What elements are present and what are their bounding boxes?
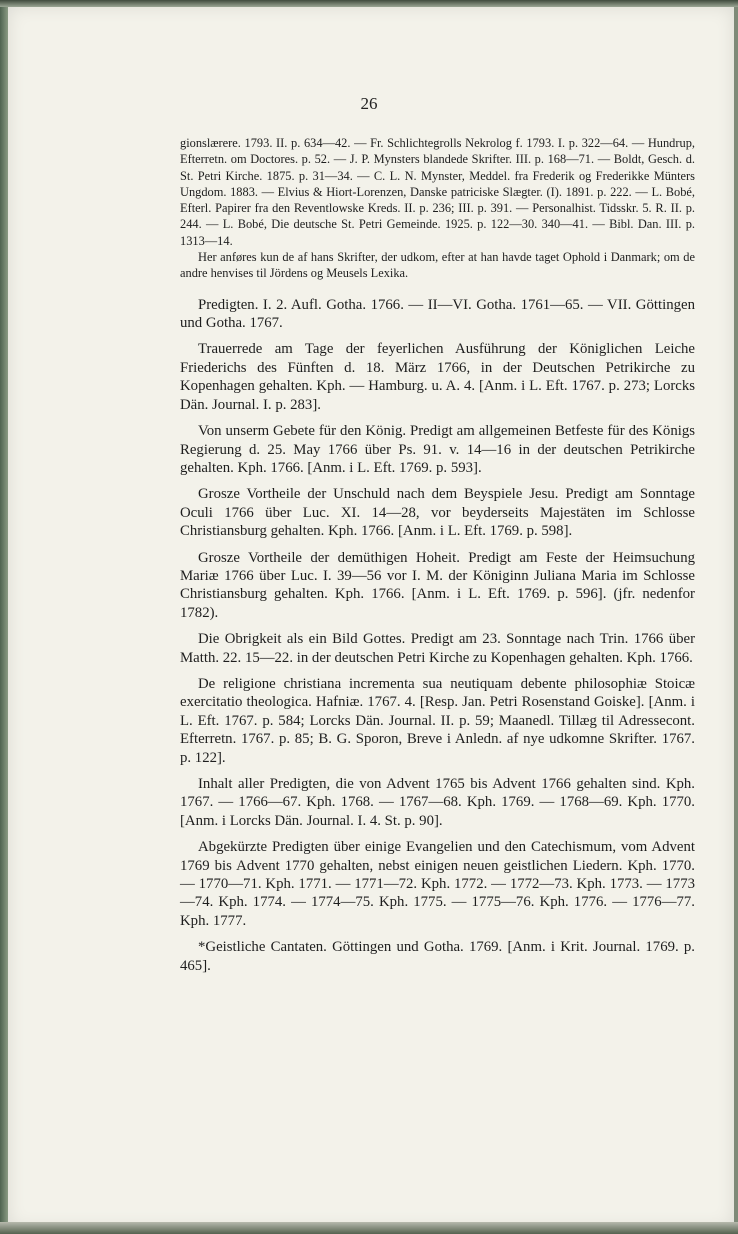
bibliography-entry: Die Obrigkeit als ein Bild Gottes. Predigt am 23. Sonntage nach Trin. 1766 über Matth. 22. 15—22. in der deutschen Petri Kirche zu Kopenhagen gehalten. Kph. 1766. xyxy=(180,631,695,666)
remark-note: Her anføres kun de af hans Skrifter, der udkom, efter at han havde taget Ophold i Danmark; om de andre henvises til Jördens og Meusels Lexika. xyxy=(180,250,695,281)
bibliography-entry: *Geistliche Cantaten. Göttingen und Gotha. 1769. [Anm. i Krit. Journal. 1769. p. 465]. xyxy=(180,939,695,974)
references-note: gionslærere. 1793. II. p. 634—42. — Fr. Schlichtegrolls Nekrolog f. 1793. I. p. 322—64. — Hundrup, Efterretn. om Doctores. p. 52. — J. P. Mynsters blandede Skrifter. III. p. 168—71. — Boldt, Gesch. d. St. Petri Kirche. 1875. p. 31—34. — C. L. N. Mynster, Meddel. fra Frederik og Frederikke Münters Ungdom. 1883. — Elvius & Hiort-Lorenzen, Danske patriciske Slægter. (I). 1891. p. 222. — L. Bobé, Efterl. Papirer fra den Reventlowske Kreds. II. p. 236; III. p. 391. — Personalhist. Tidsskr. 5. R. II. p. 244. — L. Bobé, Die deutsche St. Petri Gemeinde. 1925. p. 122—30. 340—41. — Bibl. Dan. III. p. 1313—14. xyxy=(180,136,695,248)
bibliography-entry: Abgekürzte Predigten über einige Evangelien und den Catechismum, vom Advent 1769 bis Advent 1770 gehalten, nebst einigen neuen geistlichen Liedern. Kph. 1770. — 1770—71. Kph. 1771. — 1771—72. Kph. 1772. — 1772—73. Kph. 1773. — 1773—74. Kph. 1774. — 1774—75. Kph. 1775. — 1775—76. Kph. 1776. — 1776—77. Kph. 1777. xyxy=(180,839,695,929)
page-number: 26 xyxy=(360,94,378,113)
bibliography-entry: Von unserm Gebete für den König. Predigt am allgemeinen Betfeste für des Königs Regierung d. 25. May 1766 über Ps. 91. v. 14—16 in der deutschen Petrikirche gehalten. Kph. 1766. [Anm. i L. Eft. 1769. p. 593]. xyxy=(180,423,695,476)
bibliography-list xyxy=(180,296,695,975)
page-edge-left xyxy=(0,0,8,1234)
page-content xyxy=(180,135,695,983)
bibliography-entry: Inhalt aller Predigten, die von Advent 1765 bis Advent 1766 gehalten sind. Kph. 1767. — 1766—67. Kph. 1768. — 1767—68. Kph. 1769. — 1768—69. Kph. 1770. [Anm. i Lorcks Dän. Journal. I. 4. St. p. 90]. xyxy=(180,776,695,829)
bibliography-entry: Trauerrede am Tage der feyerlichen Ausführung der Königlichen Leiche Friederichs des Fünften d. 18. März 1766, in der Deutschen Petrikirche zu Kopenhagen gehalten. Kph. — Hamburg. u. A. 4. [Anm. i L. Eft. 1767. p. 273; Lorcks Dän. Journal. I. p. 283]. xyxy=(180,341,695,413)
bibliography-entry: Predigten. I. 2. Aufl. Gotha. 1766. — II—VI. Gotha. 1761—65. — VII. Göttingen und Gotha. 1767. xyxy=(180,296,695,332)
bibliography-entry: Grosze Vortheile der Unschuld nach dem Beyspiele Jesu. Predigt am Sonntage Oculi 1766 über Luc. XI. 14—28, vor beyderseits Majestäten im Schlosse Christiansburg gehalten. Kph. 1766. [Anm. i L. Eft. 1769. p. 598]. xyxy=(180,486,695,540)
page-edge-top xyxy=(0,0,738,7)
bibliography-entry: De religione christiana incrementa sua neutiquam debente philosophiæ Stoicæ exercitatio theologica. Hafniæ. 1767. 4. [Resp. Jan. Petri Rosenstand Goiske]. [Anm. i L. Eft. 1767. p. 584; Lorcks Dän. Journal. II. p. 59; Maanedl. Tillæg til Adressecont. Efterretn. 1767. p. 85; B. G. Sporon, Breve i Anledn. af nye udkomne Skrifter. 1767. p. 122]. xyxy=(180,675,695,766)
bibliography-entry: Grosze Vortheile der demüthigen Hoheit. Predigt am Feste der Heimsuchung Mariæ 1766 über Luc. I. 39—56 vor I. M. der Königinn Juliana Maria im Schlosse Christiansburg gehalten. Kph. 1766. [Anm. i L. Eft. 1769. p. 596]. (jfr. nedenfor 1782). xyxy=(180,549,695,621)
page-edge-bottom xyxy=(0,1222,738,1234)
